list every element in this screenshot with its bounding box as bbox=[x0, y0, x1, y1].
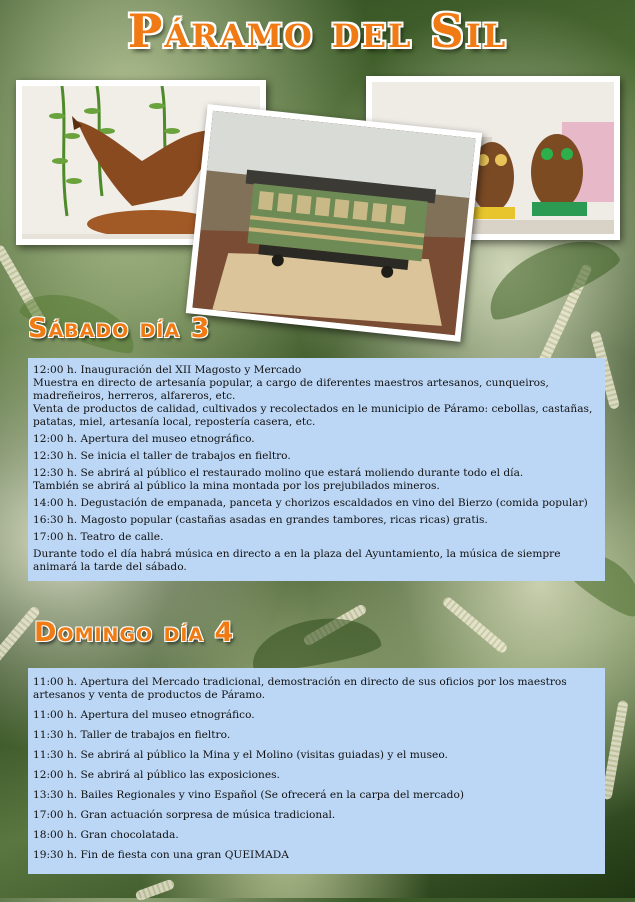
saturday-entries bbox=[33, 364, 600, 574]
entry-time: 11:30 h. bbox=[33, 749, 78, 761]
entry-text: También se abrirá al público la mina montada por los prejubilados mineros. bbox=[33, 480, 440, 492]
schedule-entry bbox=[33, 497, 600, 510]
entry-time: 12:30 h. bbox=[33, 450, 78, 462]
entry-text: Fin de fiesta con una gran QUEIMADA bbox=[77, 849, 289, 861]
schedule-entry bbox=[33, 467, 600, 480]
entry-time: 19:30 h. bbox=[33, 849, 78, 861]
entry-time: 12:00 h. bbox=[33, 433, 78, 445]
entry-text: Se abrirá al público el restaurado molino que estará moliendo durante todo el día. bbox=[77, 467, 524, 479]
sunday-entries bbox=[33, 676, 600, 862]
schedule-entry bbox=[33, 403, 600, 429]
entry-time: 12:00 h. bbox=[33, 364, 78, 376]
entry-text: Gran actuación sorpresa de música tradicional. bbox=[77, 809, 336, 821]
entry-time: 17:00 h. bbox=[33, 809, 78, 821]
entry-text: Apertura del museo etnográfico. bbox=[77, 433, 255, 445]
entry-text: Apertura del Mercado tradicional, demostración en directo de sus oficios por los maestros artesanos y venta de productos de Páramo. bbox=[33, 676, 567, 701]
schedule-entry bbox=[33, 514, 600, 527]
entry-text: Durante todo el día habrá música en directo a en la plaza del Ayuntamiento, la música de siempre animará la tarde del sábado. bbox=[33, 548, 561, 573]
schedule-entry bbox=[33, 829, 600, 842]
entry-time: 17:00 h. bbox=[33, 531, 78, 543]
entry-text: Taller de trabajos en fieltro. bbox=[77, 729, 231, 741]
entry-text: Se inicia el taller de trabajos en fieltro. bbox=[77, 450, 291, 462]
schedule-entry bbox=[33, 809, 600, 822]
entry-time: 13:30 h. bbox=[33, 789, 78, 801]
entry-text: Teatro de calle. bbox=[77, 531, 164, 543]
entry-time: 14:00 h. bbox=[33, 497, 78, 509]
photo-model-tram bbox=[186, 104, 482, 342]
schedule-entry bbox=[33, 480, 600, 493]
entry-text: Gran chocolatada. bbox=[77, 829, 179, 841]
entry-text: Apertura del museo etnográfico. bbox=[77, 709, 255, 721]
entry-text: Se abrirá al público la Mina y el Molino (visitas guiadas) y el museo. bbox=[77, 749, 448, 761]
entry-time: 11:00 h. bbox=[33, 709, 78, 721]
entry-time: 18:00 h. bbox=[33, 829, 78, 841]
schedule-entry bbox=[33, 364, 600, 377]
sunday-heading: Domingo día 4 bbox=[34, 617, 235, 648]
schedule-entry bbox=[33, 849, 600, 862]
entry-text: Venta de productos de calidad, cultivados y recolectados en le municipio de Páramo: cebollas, castañas, patatas, miel, artesanía local, repostería casera, etc. bbox=[33, 403, 593, 428]
schedule-entry bbox=[33, 531, 600, 544]
schedule-entry bbox=[33, 729, 600, 742]
page-title: Páramo del Sil bbox=[127, 4, 508, 58]
entry-time: 16:30 h. bbox=[33, 514, 78, 526]
schedule-entry bbox=[33, 450, 600, 463]
schedule-entry bbox=[33, 548, 600, 574]
entry-time: 11:30 h. bbox=[33, 729, 78, 741]
entry-text: Se abrirá al público las exposiciones. bbox=[77, 769, 280, 781]
entry-time: 12:00 h. bbox=[33, 769, 78, 781]
schedule-entry bbox=[33, 709, 600, 722]
entry-text: Inauguración del XII Magosto y Mercado bbox=[77, 364, 302, 376]
schedule-entry bbox=[33, 377, 600, 403]
schedule-entry bbox=[33, 433, 600, 446]
schedule-entry bbox=[33, 676, 600, 702]
schedule-entry bbox=[33, 769, 600, 782]
schedule-entry bbox=[33, 749, 600, 762]
entry-text: Muestra en directo de artesanía popular, a cargo de diferentes maestros artesanos, cunqueiros, madreñeiros, herreros, alfareros, etc. bbox=[33, 377, 549, 402]
entry-time: 12:30 h. bbox=[33, 467, 78, 479]
saturday-schedule bbox=[28, 358, 605, 581]
entry-time: 11:00 h. bbox=[33, 676, 78, 688]
entry-text: Bailes Regionales y vino Español (Se ofrecerá en la carpa del mercado) bbox=[77, 789, 464, 801]
saturday-heading: Sábado día 3 bbox=[28, 313, 211, 344]
entry-text: Magosto popular (castañas asadas en grandes tambores, ricas ricas) gratis. bbox=[77, 514, 488, 526]
schedule-entry bbox=[33, 789, 600, 802]
sunday-schedule bbox=[28, 668, 605, 874]
entry-text: Degustación de empanada, panceta y chorizos escaldados en vino del Bierzo (comida popular) bbox=[77, 497, 588, 509]
